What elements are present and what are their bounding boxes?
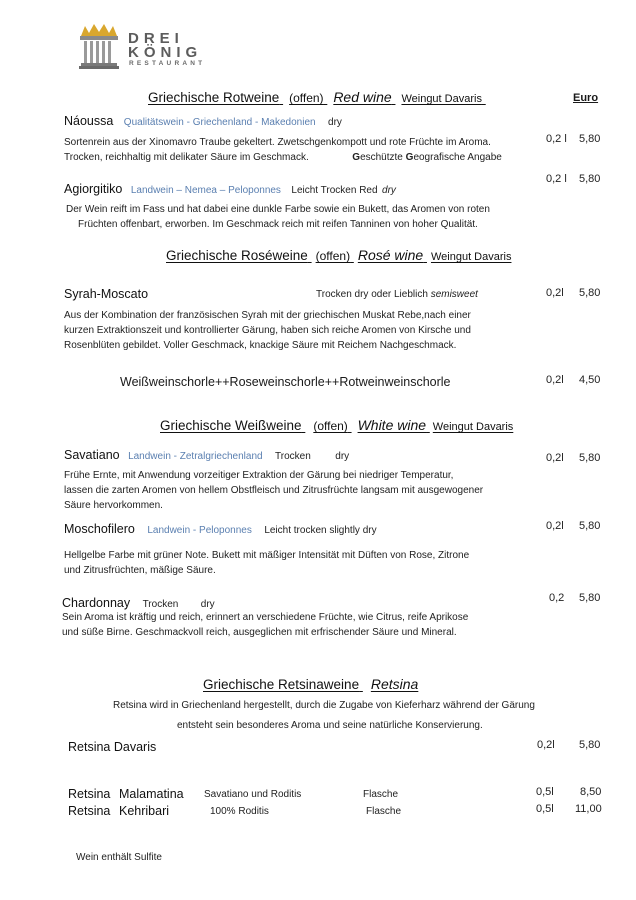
wine-naoussa — [64, 112, 342, 130]
style-italic: semisweet — [430, 289, 478, 300]
wine-name: Agiorgitiko — [64, 182, 123, 196]
schorle-name: Weißweinschorle++Roseweinschorle++Rotweinweinschorle — [120, 375, 451, 389]
price: 5,80 — [579, 173, 601, 185]
volume: 0,2l — [546, 287, 564, 299]
wine-desc-line: Früchten offenbart, erworben. Im Geschmack reich mit reifen Tanninen von hoher Qualität. — [78, 219, 478, 230]
sulfite-note: Wein enthält Sulfite — [76, 852, 162, 863]
white-title: Griechische Weißweine — [160, 418, 302, 433]
volume: 0,2 l — [546, 133, 567, 145]
wine-origin: Qualitätswein - Griechenland - Makedonien — [123, 117, 316, 128]
red-title: Griechische Rotweine — [148, 90, 280, 105]
wine-desc-line: lassen die zarten Aromen von hellem Obstfleisch und Zitrusfrüchte langsam mit ausgewogener — [64, 485, 484, 496]
retsina-intro-line: entsteht sein besonderes Aroma und seine natürliche Konservierung. — [177, 720, 483, 731]
wine-desc-line: Aus der Kombination der französischen Syrah mit der griechischen Muskat Rebe,nach einer — [64, 310, 471, 321]
wine-moschofilero — [64, 520, 377, 538]
wine-style: Leicht trocken slightly dry — [264, 525, 377, 536]
wine-desc-line: Hellgelbe Farbe mit grüner Note. Bukett mit mäßiger Intensität mit Düften von Rose, Zitrone — [64, 550, 470, 561]
rose-winery: Weingut Davaris — [430, 251, 512, 263]
wine-origin: Landwein - Zetralgriechenland — [128, 451, 263, 462]
retsina-english: Retsina — [370, 676, 419, 692]
desc-text: eografische Angabe — [413, 152, 502, 163]
section-title-retsina — [203, 676, 418, 692]
wine-desc-line: Rosenblüten gebildet. Voller Geschmack, knackige Säure mit Reichem Nachgeschmack. — [64, 340, 457, 351]
wine-desc-line: und süße Birne. Geschmackvoll reich, ausgeglichen mit erfrischender Säure und Mineral. — [62, 627, 457, 638]
retsina-bottle-name2: Kehribari — [119, 804, 170, 818]
section-title-white — [160, 417, 513, 433]
price: 5,80 — [579, 592, 601, 604]
wine-origin: Landwein – Nemea – Peloponnes — [130, 185, 281, 196]
wine-name: Chardonnay — [62, 596, 131, 610]
white-english: White wine — [357, 417, 427, 433]
wine-style: dry — [335, 451, 350, 462]
wine-style: Trocken — [275, 451, 311, 462]
wine-agiorgitiko — [64, 180, 396, 198]
temple-logo-icon — [76, 24, 122, 70]
volume: 0,2 — [549, 592, 565, 604]
desc-g: G — [405, 152, 414, 163]
wine-desc-line: Sein Aroma ist kräftig und reich, erinnert an verschiedene Früchte, wie Citrus, reife Aprikose — [62, 612, 469, 623]
wine-style: dry — [328, 117, 342, 128]
volume: 0,2l — [546, 452, 564, 464]
volume: 0,2l — [546, 374, 564, 386]
white-offen: (offen) — [313, 419, 348, 433]
retsina-bottle-type: Flasche — [366, 806, 402, 817]
price: 11,00 — [575, 803, 602, 815]
rose-title: Griechische Roséweine — [166, 248, 308, 263]
retsina-davaris-name: Retsina Davaris — [68, 740, 157, 754]
currency-label: Euro — [573, 92, 599, 104]
wine-name: Moschofilero — [64, 522, 135, 536]
red-offen: (offen) — [289, 91, 324, 105]
wine-name-syrah: Syrah-Moscato — [64, 287, 149, 301]
wine-desc-line: und Zitrusfrüchten, mäßige Säure. — [64, 565, 216, 576]
wine-origin: Landwein - Peloponnes — [147, 525, 252, 536]
price: 5,80 — [579, 287, 601, 299]
red-winery: Weingut Davaris — [401, 93, 482, 105]
price: 5,80 — [579, 452, 601, 464]
retsina-bottle-grape: 100% Roditis — [210, 806, 269, 817]
retsina-bottle-name1: Retsina — [68, 787, 111, 801]
wine-desc-line: kurzen Extraktionszeit und kontrollierter Gärung, haben sich reiche Aromen von Kirsche und — [64, 325, 471, 336]
section-title-red — [148, 89, 556, 105]
section-title-rose — [166, 247, 511, 263]
wine-name: Náoussa — [64, 114, 114, 128]
price: 5,80 — [579, 520, 601, 532]
volume: 0,2l — [546, 520, 564, 532]
retsina-title: Griechische Retsinaweine — [203, 677, 360, 692]
desc-g: G — [352, 152, 361, 163]
volume: 0,2l — [537, 739, 555, 751]
wine-savatiano — [64, 446, 349, 464]
white-winery: Weingut Davaris — [432, 421, 514, 433]
rose-offen: (offen) — [315, 249, 351, 263]
wine-style-italic: dry — [382, 185, 396, 196]
wine-desc-line: Sortenrein aus der Xinomavro Traube gekeltert. Zwetschgenkompott und rote Früchte im Aroma. — [64, 137, 491, 148]
volume: 0,2 l — [546, 173, 567, 185]
wine-name: Savatiano — [64, 448, 120, 462]
red-english: Red wine — [333, 89, 392, 105]
rose-english: Rosé wine — [357, 247, 424, 263]
wine-desc-line: Der Wein reift im Fass und hat dabei eine dunkle Farbe sowie ein Bukett, das Aromen von roten — [66, 204, 490, 215]
logo-text-drei: DREI — [128, 30, 184, 47]
wine-style: Trocken — [142, 599, 179, 610]
style-plain: Trocken dry oder Lieblich — [316, 289, 428, 300]
retsina-bottle-name2: Malamatina — [119, 787, 184, 801]
logo-text-koenig: KÖNIG — [128, 44, 203, 61]
retsina-bottle-grape: Savatiano und Roditis — [204, 789, 302, 800]
wine-style: dry — [200, 599, 215, 610]
price: 5,80 — [579, 133, 601, 145]
price: 8,50 — [580, 786, 602, 798]
retsina-intro-line: Retsina wird in Griechenland hergestellt, durch die Zugabe von Kieferharz während der Gärung — [113, 700, 535, 711]
wine-desc-line — [64, 150, 502, 166]
volume: 0,5l — [536, 786, 554, 798]
retsina-bottle-type: Flasche — [363, 789, 399, 800]
desc-text: Trocken, reichhaltig mit delikater Säure im Geschmack. — [64, 152, 309, 163]
volume: 0,5l — [536, 803, 554, 815]
price: 5,80 — [579, 739, 601, 751]
logo-text-restaurant: RESTAURANT — [129, 60, 206, 67]
wine-desc-line: Frühe Ernte, mit Anwendung vorzeitiger Extraktion der Gärung bei niedriger Temperatur, — [64, 470, 454, 481]
wine-desc-line: Säure hervorkommen. — [64, 500, 163, 511]
desc-text: eschützte — [360, 152, 406, 163]
retsina-bottle-name1: Retsina — [68, 804, 111, 818]
wine-style: Leicht Trocken Red — [291, 185, 378, 196]
wine-style-syrah — [316, 289, 478, 300]
price: 4,50 — [579, 374, 601, 386]
